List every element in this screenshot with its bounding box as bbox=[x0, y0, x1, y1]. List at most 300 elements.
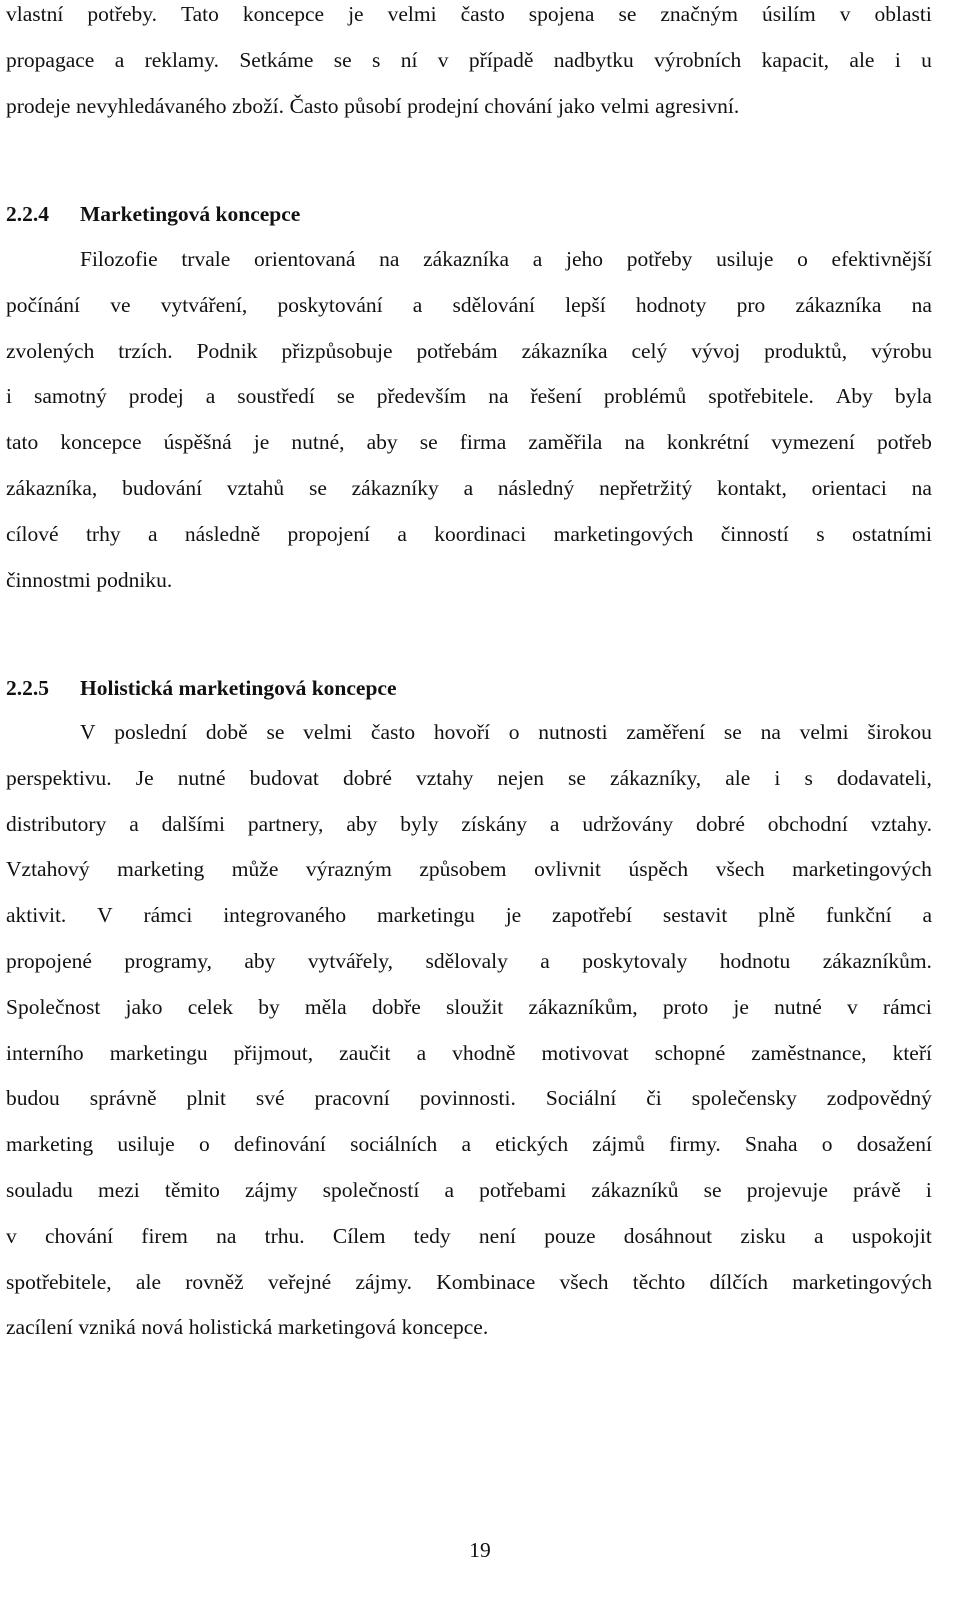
word: propojení bbox=[287, 521, 370, 546]
word: sdělovaly bbox=[425, 948, 508, 973]
word: problémů bbox=[603, 384, 687, 409]
text-line bbox=[6, 985, 932, 1031]
word: nová bbox=[141, 1315, 184, 1340]
word: výrazným bbox=[305, 857, 392, 882]
word: etických bbox=[495, 1132, 569, 1157]
word: Často bbox=[289, 93, 339, 118]
word: veřejné bbox=[267, 1269, 332, 1294]
word: sociálních bbox=[350, 1132, 438, 1157]
word: konkrétní bbox=[666, 430, 750, 455]
word: v bbox=[839, 2, 851, 26]
word: se bbox=[308, 475, 327, 500]
word: Aby bbox=[835, 384, 873, 409]
word: efektivnější bbox=[831, 247, 932, 271]
text-line bbox=[6, 512, 932, 558]
word: podniku. bbox=[96, 567, 173, 592]
word: spotřebitele, bbox=[6, 1269, 112, 1294]
word: získány bbox=[461, 811, 528, 836]
word: způsobem bbox=[419, 857, 507, 882]
word: proto bbox=[662, 994, 709, 1019]
word: by bbox=[258, 994, 280, 1019]
word: v bbox=[437, 47, 449, 72]
word: aby bbox=[366, 430, 398, 455]
text-line bbox=[6, 1260, 932, 1306]
word: chování bbox=[44, 1223, 114, 1248]
word: a bbox=[397, 521, 407, 546]
section-number: 2.2.5 bbox=[6, 676, 49, 700]
word: ve bbox=[110, 292, 131, 317]
word: ale bbox=[135, 1269, 161, 1294]
text-line bbox=[6, 939, 932, 985]
text-line bbox=[6, 1168, 932, 1214]
word: právě bbox=[853, 1177, 901, 1202]
word: i bbox=[894, 47, 901, 72]
word: partnery, bbox=[247, 811, 324, 836]
word: vlastní bbox=[6, 2, 64, 26]
word: širokou bbox=[867, 720, 932, 744]
word: i bbox=[925, 1177, 932, 1202]
word: a bbox=[463, 475, 474, 500]
text-line bbox=[6, 847, 932, 893]
word: Společnost bbox=[6, 994, 101, 1019]
text-line bbox=[6, 466, 932, 512]
word: souladu bbox=[6, 1177, 73, 1202]
word: případě bbox=[468, 47, 534, 72]
word: pro bbox=[736, 292, 766, 317]
word: reklamy. bbox=[144, 47, 219, 72]
section-number: 2.2.4 bbox=[6, 202, 49, 226]
word: povinnosti. bbox=[419, 1086, 516, 1111]
word: je bbox=[348, 2, 364, 26]
text-line bbox=[6, 420, 932, 466]
word: se bbox=[723, 720, 742, 744]
word: jeho bbox=[565, 247, 604, 271]
word: Cílem bbox=[332, 1223, 386, 1248]
word: Sociální bbox=[545, 1086, 617, 1111]
word: celek bbox=[187, 994, 234, 1019]
word: mezi bbox=[98, 1177, 140, 1202]
word: může bbox=[231, 857, 279, 882]
word: nejen bbox=[497, 765, 544, 790]
word: integrovaného bbox=[223, 903, 347, 928]
word: interního bbox=[6, 1040, 84, 1065]
word: často bbox=[460, 2, 505, 26]
word: pracovní bbox=[314, 1086, 390, 1111]
word: se bbox=[618, 2, 637, 26]
word: často bbox=[370, 720, 416, 744]
word: hodnoty bbox=[635, 292, 707, 317]
text-line bbox=[6, 283, 932, 329]
word: těmito bbox=[164, 1177, 220, 1202]
text-line bbox=[6, 1214, 932, 1260]
word: trzích. bbox=[118, 338, 173, 363]
word: zákazníků bbox=[591, 1177, 679, 1202]
word: a bbox=[129, 811, 139, 836]
word: zvolených bbox=[6, 338, 95, 363]
word: dalšími bbox=[161, 811, 225, 836]
word: a bbox=[532, 247, 543, 271]
word: zákazníkům, bbox=[528, 994, 638, 1019]
text-line bbox=[6, 374, 932, 420]
word: tedy bbox=[413, 1223, 451, 1248]
word: V bbox=[80, 720, 96, 744]
word: není bbox=[478, 1223, 516, 1248]
word: Je bbox=[135, 765, 154, 790]
word: marketing bbox=[6, 1132, 94, 1157]
word: zákazníky, bbox=[610, 765, 702, 790]
word: usiluje bbox=[117, 1132, 175, 1157]
word: potřebami bbox=[479, 1177, 567, 1202]
word: firmy. bbox=[669, 1132, 721, 1157]
word: zákazníky bbox=[351, 475, 439, 500]
word: programy, bbox=[124, 948, 212, 973]
word: motivovat bbox=[541, 1040, 629, 1065]
word: velmi bbox=[799, 720, 849, 744]
text-line bbox=[6, 802, 932, 848]
word: na bbox=[760, 720, 781, 744]
word: Snaha bbox=[745, 1132, 798, 1157]
word: a bbox=[412, 292, 423, 317]
word: Tato bbox=[181, 2, 219, 26]
word: počínání bbox=[6, 292, 81, 317]
word: vztahů bbox=[226, 475, 285, 500]
word: se bbox=[419, 430, 438, 455]
word: úspěšná bbox=[163, 430, 232, 455]
word: zboží. bbox=[232, 93, 284, 118]
word: poskytovaly bbox=[582, 948, 688, 973]
word: Filozofie bbox=[80, 247, 158, 271]
text-line bbox=[6, 84, 932, 130]
section-heading-2-2-5 bbox=[6, 668, 397, 708]
page-number: 19 bbox=[469, 1538, 491, 1562]
word: výrobu bbox=[871, 338, 932, 363]
word: potřeb bbox=[876, 430, 932, 455]
word: velmi bbox=[387, 2, 437, 26]
word: orientaci bbox=[811, 475, 887, 500]
word: poslední bbox=[114, 720, 188, 744]
word: vývoj bbox=[691, 338, 741, 363]
word: působí bbox=[344, 93, 402, 118]
word: marketingová bbox=[277, 1315, 397, 1340]
word: o bbox=[508, 720, 520, 744]
word: kontakt, bbox=[716, 475, 787, 500]
word: na bbox=[911, 475, 932, 500]
word: zaučit bbox=[339, 1040, 391, 1065]
section-heading-2-2-4 bbox=[6, 194, 300, 234]
word: koordinaci bbox=[434, 521, 527, 546]
word: trvale bbox=[181, 247, 231, 271]
section-title: Marketingová koncepce bbox=[80, 202, 301, 226]
word: zájmů bbox=[592, 1132, 645, 1157]
word: zájmy. bbox=[355, 1269, 412, 1294]
word: zájmy bbox=[244, 1177, 298, 1202]
word: ale bbox=[725, 765, 751, 790]
word: spotřebitele. bbox=[708, 384, 814, 409]
section-2-2-4-paragraph bbox=[6, 237, 932, 603]
word: zákazníka bbox=[795, 292, 882, 317]
word: celý bbox=[631, 338, 668, 363]
word: byla bbox=[894, 384, 932, 409]
word: o bbox=[821, 1132, 833, 1157]
word: dobře bbox=[371, 994, 421, 1019]
word: dosažení bbox=[856, 1132, 932, 1157]
word: aby bbox=[346, 811, 378, 836]
word: době bbox=[205, 720, 248, 744]
word: správně bbox=[89, 1086, 157, 1111]
word: zákazníka bbox=[423, 247, 510, 271]
word: na bbox=[911, 292, 932, 317]
word: vytváření, bbox=[160, 292, 248, 317]
word: poskytování bbox=[277, 292, 383, 317]
word: aby bbox=[244, 948, 276, 973]
word: nutnosti bbox=[538, 720, 608, 744]
word: se bbox=[333, 47, 352, 72]
word: a bbox=[540, 948, 550, 973]
word: a bbox=[205, 384, 216, 409]
word: marketingu bbox=[376, 903, 475, 928]
word: sloužit bbox=[445, 994, 504, 1019]
word: lepší bbox=[565, 292, 606, 317]
word: dobré bbox=[342, 765, 392, 790]
word: potřebám bbox=[416, 338, 498, 363]
word: vztahy bbox=[416, 765, 474, 790]
word: zaměřila bbox=[528, 430, 603, 455]
word: především bbox=[376, 384, 467, 409]
word: zodpovědný bbox=[826, 1086, 932, 1111]
word: i bbox=[774, 765, 781, 790]
intro-paragraph bbox=[6, 0, 932, 129]
word: firem bbox=[141, 1223, 188, 1248]
word: prodejní bbox=[407, 93, 479, 118]
word: se bbox=[703, 1177, 722, 1202]
word: marketingu bbox=[109, 1040, 208, 1065]
word: zákazníka, bbox=[6, 475, 98, 500]
word: hovoří bbox=[433, 720, 490, 744]
word: na bbox=[216, 1223, 237, 1248]
section-2-2-5-paragraph bbox=[6, 710, 932, 1351]
word: se bbox=[266, 720, 285, 744]
word: hodnotu bbox=[719, 948, 791, 973]
word: na bbox=[379, 247, 400, 271]
word: a bbox=[549, 811, 560, 836]
word: zapotřebí bbox=[552, 903, 633, 928]
word: nutné bbox=[177, 765, 226, 790]
word: dobré bbox=[695, 811, 745, 836]
word: marketingových bbox=[792, 857, 932, 882]
word: a bbox=[444, 1177, 455, 1202]
word: vhodně bbox=[452, 1040, 516, 1065]
word: sestavit bbox=[662, 903, 728, 928]
word: ovlivnit bbox=[534, 857, 601, 882]
word: ní bbox=[400, 47, 418, 72]
word: sdělování bbox=[452, 292, 535, 317]
word: s bbox=[804, 765, 813, 790]
word: Setkáme bbox=[239, 47, 314, 72]
word: řešení bbox=[530, 384, 582, 409]
word: a bbox=[814, 1223, 824, 1248]
word: nevyhledávaného bbox=[76, 93, 227, 118]
word: následně bbox=[184, 521, 261, 546]
word: s bbox=[816, 521, 825, 546]
word: dosáhnout bbox=[623, 1223, 713, 1248]
word: aktivit. bbox=[6, 903, 67, 928]
word: uspokojit bbox=[851, 1223, 932, 1248]
word: koncepce bbox=[60, 430, 142, 455]
word: o bbox=[198, 1132, 210, 1157]
word: a bbox=[922, 903, 932, 928]
word: zákazníkům. bbox=[822, 948, 932, 973]
word: marketingových bbox=[792, 1269, 932, 1294]
word: zaměření bbox=[626, 720, 706, 744]
word: dodavateli, bbox=[836, 765, 932, 790]
section-title: Holistická marketingová koncepce bbox=[80, 676, 397, 700]
word: těchto bbox=[632, 1269, 686, 1294]
word: své bbox=[255, 1086, 285, 1111]
word: obchodní bbox=[767, 811, 848, 836]
word: činností bbox=[720, 521, 789, 546]
word: a bbox=[147, 521, 158, 546]
word: jako bbox=[125, 994, 163, 1019]
text-line bbox=[6, 558, 932, 604]
word: všech bbox=[559, 1269, 609, 1294]
word: a bbox=[416, 1040, 427, 1065]
word: holistická bbox=[188, 1315, 273, 1340]
word: plnit bbox=[186, 1086, 226, 1111]
word: rovněž bbox=[185, 1269, 244, 1294]
word: i bbox=[6, 384, 12, 409]
word: propagace bbox=[6, 47, 95, 72]
word: vztahy. bbox=[870, 811, 932, 836]
word: soustředí bbox=[237, 384, 315, 409]
word: ostatními bbox=[851, 521, 932, 546]
word: koncepce. bbox=[401, 1315, 489, 1340]
word: produktů, bbox=[764, 338, 848, 363]
word: v bbox=[6, 1223, 17, 1248]
word: V bbox=[97, 903, 113, 928]
word: u bbox=[921, 47, 932, 72]
text-line bbox=[6, 710, 932, 756]
text-line bbox=[6, 756, 932, 802]
word: úsilím bbox=[761, 2, 816, 26]
word: zaměstnance, bbox=[751, 1040, 867, 1065]
word: s bbox=[372, 47, 381, 72]
word: rámci bbox=[143, 903, 193, 928]
word: definování bbox=[233, 1132, 326, 1157]
text-line bbox=[6, 329, 932, 375]
word: prodej bbox=[128, 384, 184, 409]
word: budovat bbox=[249, 765, 319, 790]
word: koncepce bbox=[242, 2, 325, 26]
word: prodeje bbox=[6, 93, 71, 118]
word: trhu. bbox=[264, 1223, 305, 1248]
word: o bbox=[797, 247, 808, 271]
word: projevuje bbox=[746, 1177, 828, 1202]
word: společností bbox=[322, 1177, 420, 1202]
word: je bbox=[253, 430, 270, 455]
word: či bbox=[646, 1086, 662, 1111]
text-line bbox=[6, 237, 932, 283]
word: firma bbox=[459, 430, 507, 455]
word: se bbox=[568, 765, 586, 790]
word: Kombinace bbox=[436, 1269, 536, 1294]
word: trhy bbox=[85, 521, 121, 546]
word: vzniká bbox=[78, 1315, 136, 1340]
word: všech bbox=[715, 857, 765, 882]
word: perspektivu. bbox=[6, 765, 112, 790]
word: chování bbox=[484, 93, 553, 118]
word: propojené bbox=[6, 948, 92, 973]
text-line bbox=[6, 1076, 932, 1122]
word: spojena bbox=[528, 2, 595, 26]
word: potřeby. bbox=[87, 2, 157, 26]
word: marketingových bbox=[553, 521, 694, 546]
word: nadbytku bbox=[553, 47, 634, 72]
word: velmi bbox=[303, 720, 353, 744]
word: je bbox=[505, 903, 522, 928]
word: kteří bbox=[892, 1040, 932, 1065]
word: cílové bbox=[6, 521, 59, 546]
word: je bbox=[733, 994, 749, 1019]
word: vytvářely, bbox=[307, 948, 394, 973]
word: na bbox=[488, 384, 509, 409]
word: a bbox=[461, 1132, 472, 1157]
word: orientovaná bbox=[253, 247, 356, 271]
word: nepřetržitý bbox=[599, 475, 693, 500]
text-line bbox=[6, 1122, 932, 1168]
word: kapacit, bbox=[761, 47, 830, 72]
word: výrobních bbox=[654, 47, 742, 72]
word: následný bbox=[497, 475, 575, 500]
word: budou bbox=[6, 1086, 60, 1111]
text-line bbox=[6, 1031, 932, 1077]
word: schopné bbox=[654, 1040, 726, 1065]
word: samotný bbox=[33, 384, 107, 409]
word: potřeby bbox=[626, 247, 693, 271]
text-line bbox=[6, 1305, 932, 1351]
word: značným bbox=[660, 2, 738, 26]
word: rámci bbox=[882, 994, 932, 1019]
word: společensky bbox=[691, 1086, 797, 1111]
text-line bbox=[6, 893, 932, 939]
word: byly bbox=[400, 811, 439, 836]
word: úspěch bbox=[628, 857, 689, 882]
text-line bbox=[6, 38, 932, 84]
word: distributory bbox=[6, 811, 107, 836]
word: tato bbox=[6, 430, 39, 455]
text-line bbox=[6, 0, 932, 38]
word: nutné, bbox=[291, 430, 345, 455]
word: pouze bbox=[544, 1223, 596, 1248]
word: oblasti bbox=[874, 2, 932, 26]
word: udržovány bbox=[582, 811, 674, 836]
word: přizpůsobuje bbox=[281, 338, 393, 363]
word: marketing bbox=[117, 857, 205, 882]
word: usiluje bbox=[716, 247, 774, 271]
word: přijmout, bbox=[233, 1040, 314, 1065]
word: měla bbox=[304, 994, 347, 1019]
word: Podnik bbox=[196, 338, 258, 363]
word: Vztahový bbox=[6, 857, 90, 882]
word: zacílení bbox=[6, 1315, 73, 1340]
word: vymezení bbox=[771, 430, 855, 455]
word: plně bbox=[758, 903, 796, 928]
word: budování bbox=[122, 475, 203, 500]
word: ale bbox=[849, 47, 875, 72]
word: a bbox=[114, 47, 125, 72]
word: nutné bbox=[774, 994, 822, 1019]
word: zákazníka bbox=[521, 338, 608, 363]
word: agresivní. bbox=[655, 93, 740, 118]
